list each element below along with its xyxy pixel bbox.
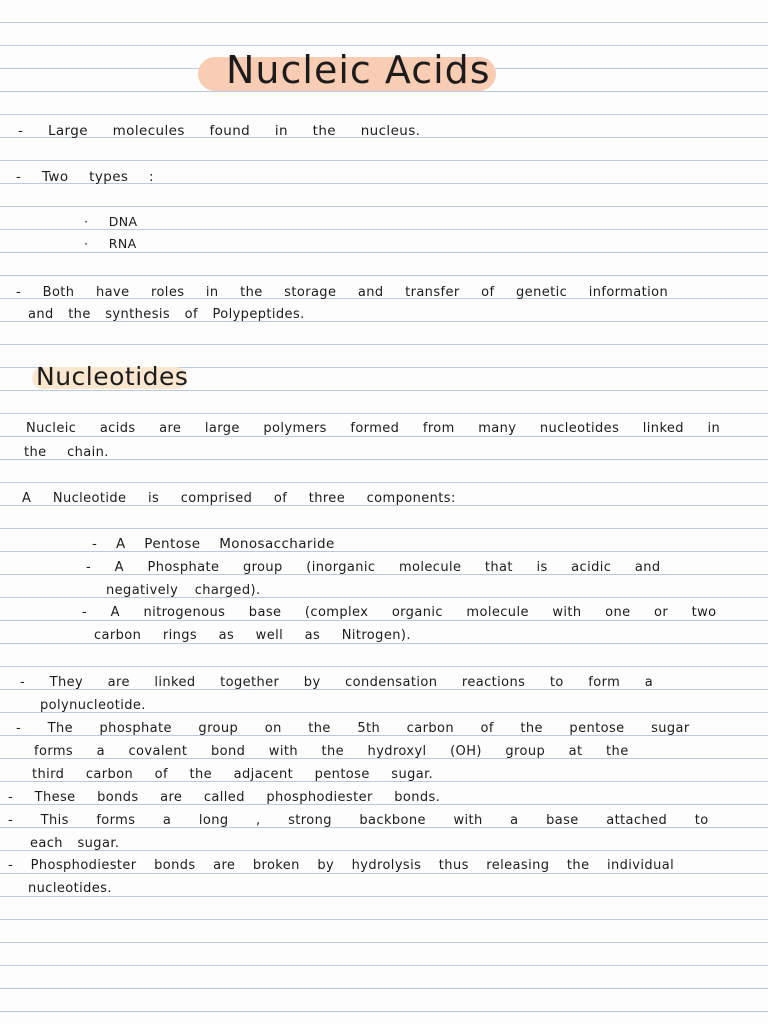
intro-line: - Both have roles in the storage and transfer of genetic information bbox=[16, 285, 669, 300]
intro-line: - Large molecules found in the nucleus. bbox=[18, 123, 421, 139]
component-item: - A nitrogenous base (complex organic molecule with one or two bbox=[82, 605, 717, 620]
bullet-line: polynucleotide. bbox=[40, 698, 146, 713]
intro-line: - Two types : bbox=[16, 169, 154, 185]
bullet-line: forms a covalent bond with the hydroxyl (OH) group at the bbox=[34, 744, 629, 759]
paragraph-line: the chain. bbox=[24, 445, 109, 460]
component-item: carbon rings as well as Nitrogen). bbox=[94, 628, 411, 643]
list-item: · RNA bbox=[84, 236, 137, 251]
bullet-line: third carbon of the adjacent pentose sugar. bbox=[32, 767, 434, 782]
bullet-line: - Phosphodiester bonds are broken by hydrolysis thus releasing the individual bbox=[8, 858, 675, 873]
paragraph-line: A Nucleotide is comprised of three components: bbox=[22, 491, 456, 506]
bullet-line: each sugar. bbox=[30, 836, 120, 851]
list-item: · DNA bbox=[84, 214, 138, 229]
component-item: - A Phosphate group (inorganic molecule that is acidic and bbox=[86, 560, 661, 575]
bullet-line: nucleotides. bbox=[28, 881, 112, 896]
section-heading: Nucleotides bbox=[36, 362, 189, 391]
bullet-line: - These bonds are called phosphodiester bonds. bbox=[8, 790, 441, 805]
component-item: negatively charged). bbox=[106, 583, 261, 598]
page-title: Nucleic Acids bbox=[226, 48, 491, 92]
bullet-line: - The phosphate group on the 5th carbon of the pentose sugar bbox=[16, 721, 690, 736]
component-item: - A Pentose Monosaccharide bbox=[92, 536, 335, 552]
bullet-line: - This forms a long , strong backbone with a base attached to bbox=[8, 813, 709, 828]
bullet-line: - They are linked together by condensation reactions to form a bbox=[20, 675, 654, 690]
paragraph-line: Nucleic acids are large polymers formed from many nucleotides linked in bbox=[26, 421, 721, 436]
intro-line: and the synthesis of Polypeptides. bbox=[28, 307, 305, 322]
